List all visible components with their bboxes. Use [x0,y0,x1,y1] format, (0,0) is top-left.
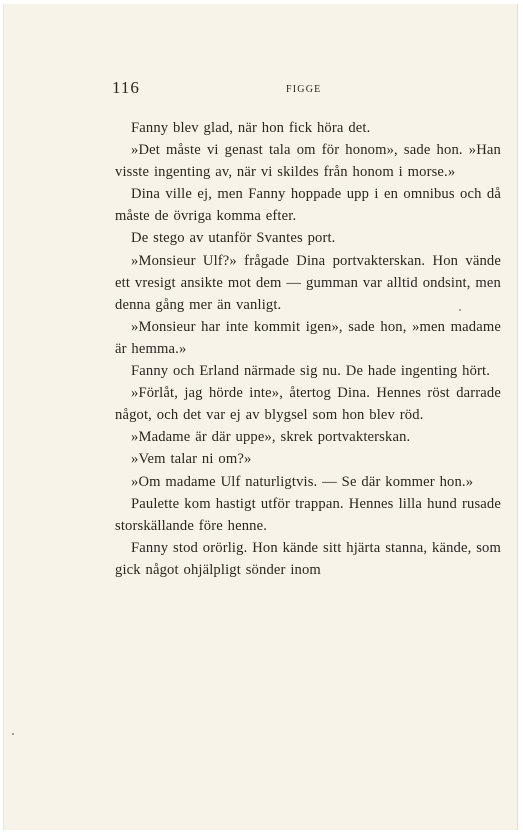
paragraph: »Om madame Ulf naturligtvis. — Se där kommer hon.» [131,473,474,490]
paragraph: »Monsieur har inte kommit igen», sade hon, »men madame är hemma.» [115,318,501,357]
paper-speck [12,733,14,735]
paragraph: »Madame är där uppe», skrek portvakterskan. [131,429,411,446]
page-header [112,78,502,100]
paper-speck [459,309,461,311]
paragraph: Dina ville ej, men Fanny hoppade upp i en omnibus och då måste de övriga komma efter. [115,186,501,225]
body-text [115,117,501,581]
paragraph: »Det måste vi genast tala om för honom», sade hon. »Han visste ingenting av, när vi skildes från honom i morse.» [115,142,501,181]
paragraph: Fanny och Erland närmade sig nu. De hade ingenting hört. [131,363,491,380]
paragraph: Fanny blev glad, när hon fick höra det. [131,120,371,136]
paragraph: »Förlåt, jag hörde inte», återtog Dina. Hennes röst darrade något, och det var ej av blygsel som hon blev röd. [115,385,501,424]
paragraph: »Monsieur Ulf?» frågade Dina portvakterskan. Hon vände ett vresigt ansikte mot dem — gumman var alltid ondsint, men denna gång mer än vanligt. [115,252,501,313]
paragraph: De stego av utanför Svantes port. [131,230,336,247]
paragraph: »Vem talar ni om?» [131,451,252,468]
paragraph: Paulette kom hastigt utför trappan. Hennes lilla hund rusade storskällande före henne. [115,495,501,534]
paragraph: Fanny stod orörlig. Hon kände sitt hjärta stanna, kände, som gick något ohjälpligt sönder inom [115,539,501,578]
page-number: 116 [112,78,140,97]
running-title: FIGGE [286,84,322,95]
